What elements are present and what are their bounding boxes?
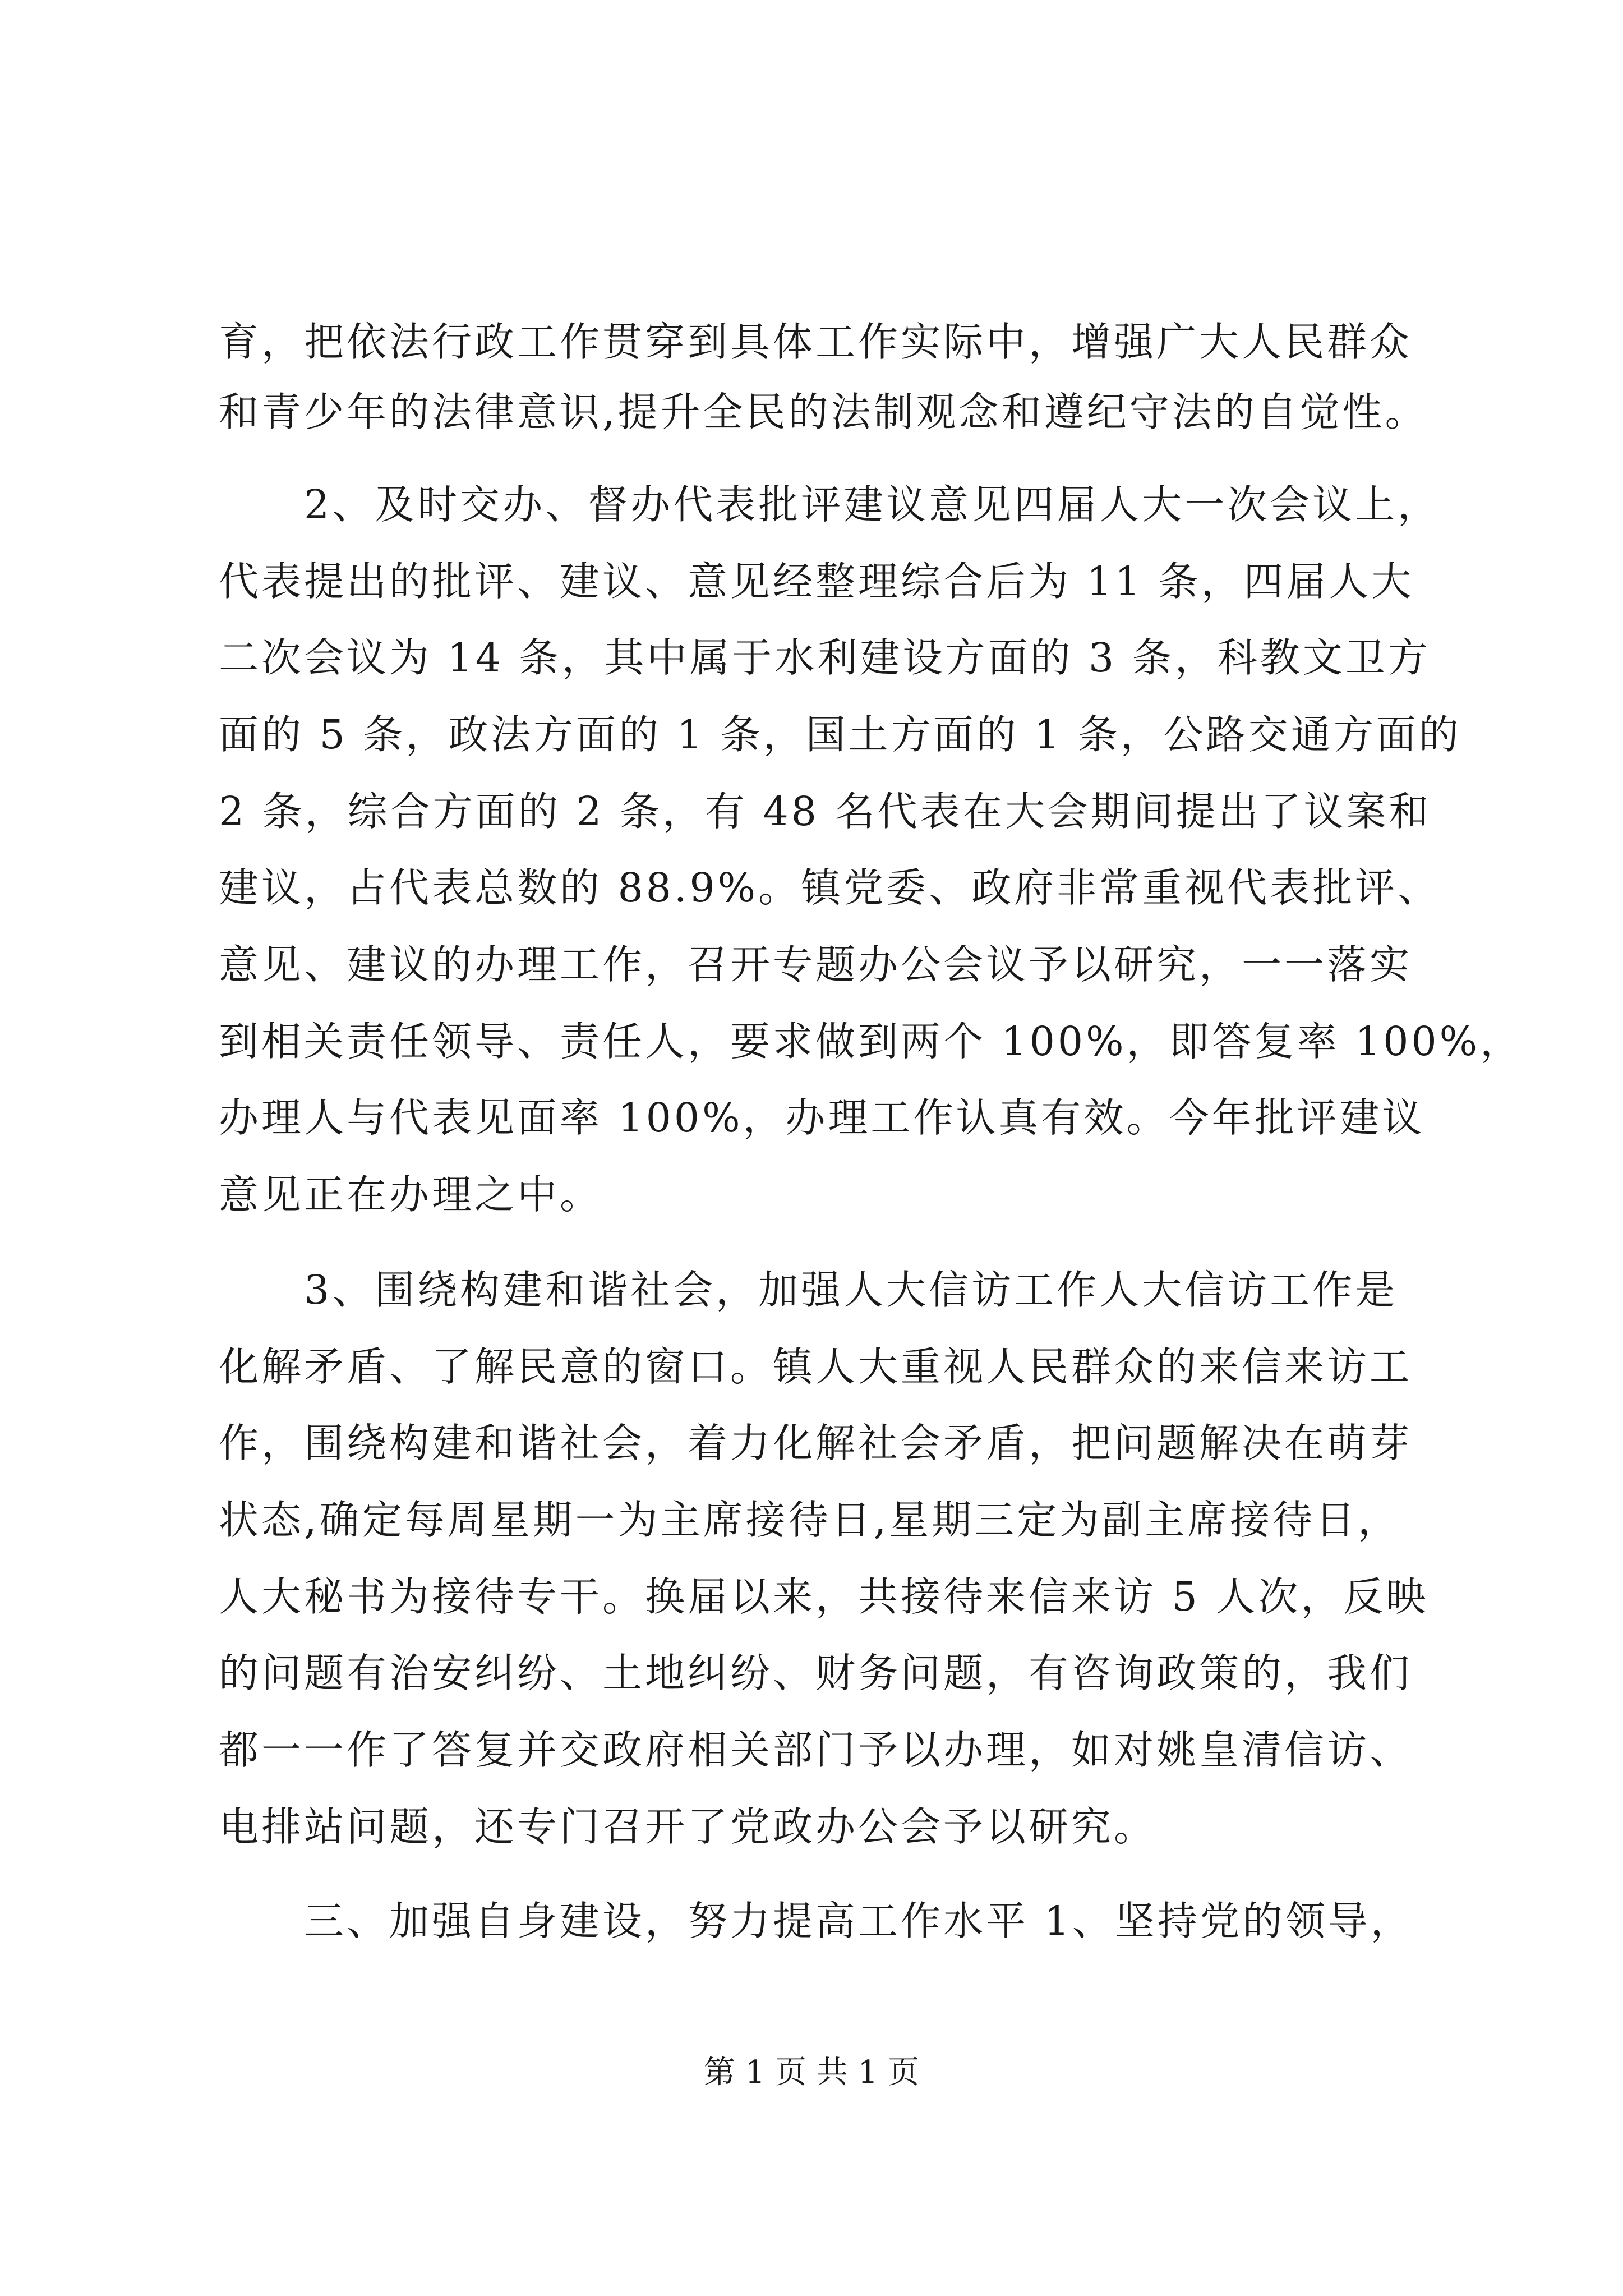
text-line: 的问题有治安纠纷、土地纠纷、财务问题，有咨询政策的，我们 xyxy=(219,1650,1413,1696)
text-line: 建议，占代表总数的 88.9%。镇党委、政府非常重视代表批评、 xyxy=(219,864,1441,911)
text-line: 办理人与代表见面率 100%，办理工作认真有效。今年批评建议 xyxy=(219,1094,1425,1141)
text-line: 人大秘书为接待专干。换届以来，共接待来信来访 5 人次，反映 xyxy=(219,1573,1429,1620)
text-line: 状态,确定每周星期一为主席接待日,星期三定为副主席接待日， xyxy=(219,1497,1401,1543)
text-line: 育，把依法行政工作贯穿到具体工作实际中，增强广大人民群众 xyxy=(219,319,1413,365)
text-line: 电排站问题，还专门召开了党政办公会予以研究。 xyxy=(219,1803,1157,1850)
text-line: 3、围绕构建和谐社会，加强人大信访工作人大信访工作是 xyxy=(219,1267,1398,1313)
text-line: 意见、建议的办理工作，召开专题办公会议予以研究，一一落实 xyxy=(219,941,1413,988)
text-line: 意见正在办理之中。 xyxy=(219,1171,603,1218)
text-line: 作，围绕构建和谐社会，着力化解社会矛盾，把问题解决在萌芽 xyxy=(219,1420,1413,1466)
text-line: 2、及时交办、督办代表批评建议意见四届人大一次会议上， xyxy=(219,481,1441,528)
text-line: 面的 5 条，政法方面的 1 条，国土方面的 1 条，公路交通方面的 xyxy=(219,711,1461,758)
text-line: 到相关责任领导、责任人，要求做到两个 100%，即答复率 100%， xyxy=(219,1018,1523,1065)
text-line: 和青少年的法律意识,提升全民的法制观念和遵纪守法的自觉性。 xyxy=(219,389,1428,435)
text-line: 都一一作了答复并交政府相关部门予以办理，如对姚皇清信访、 xyxy=(219,1727,1413,1773)
text-line: 化解矛盾、了解民意的窗口。镇人大重视人民群众的来信来访工 xyxy=(219,1343,1413,1390)
text-line: 三、加强自身建设，努力提高工作水平 1、坚持党的领导， xyxy=(219,1898,1413,1944)
text-line: 2 条，综合方面的 2 条，有 48 名代表在大会期间提出了议案和 xyxy=(219,788,1432,835)
page-footer: 第 1 页 共 1 页 xyxy=(703,2054,920,2091)
text-line: 二次会议为 14 条，其中属于水利建设方面的 3 条，科教文卫方 xyxy=(219,634,1431,681)
text-line: 代表提出的批评、建议、意见经整理综合后为 11 条，四届人大 xyxy=(219,558,1414,605)
